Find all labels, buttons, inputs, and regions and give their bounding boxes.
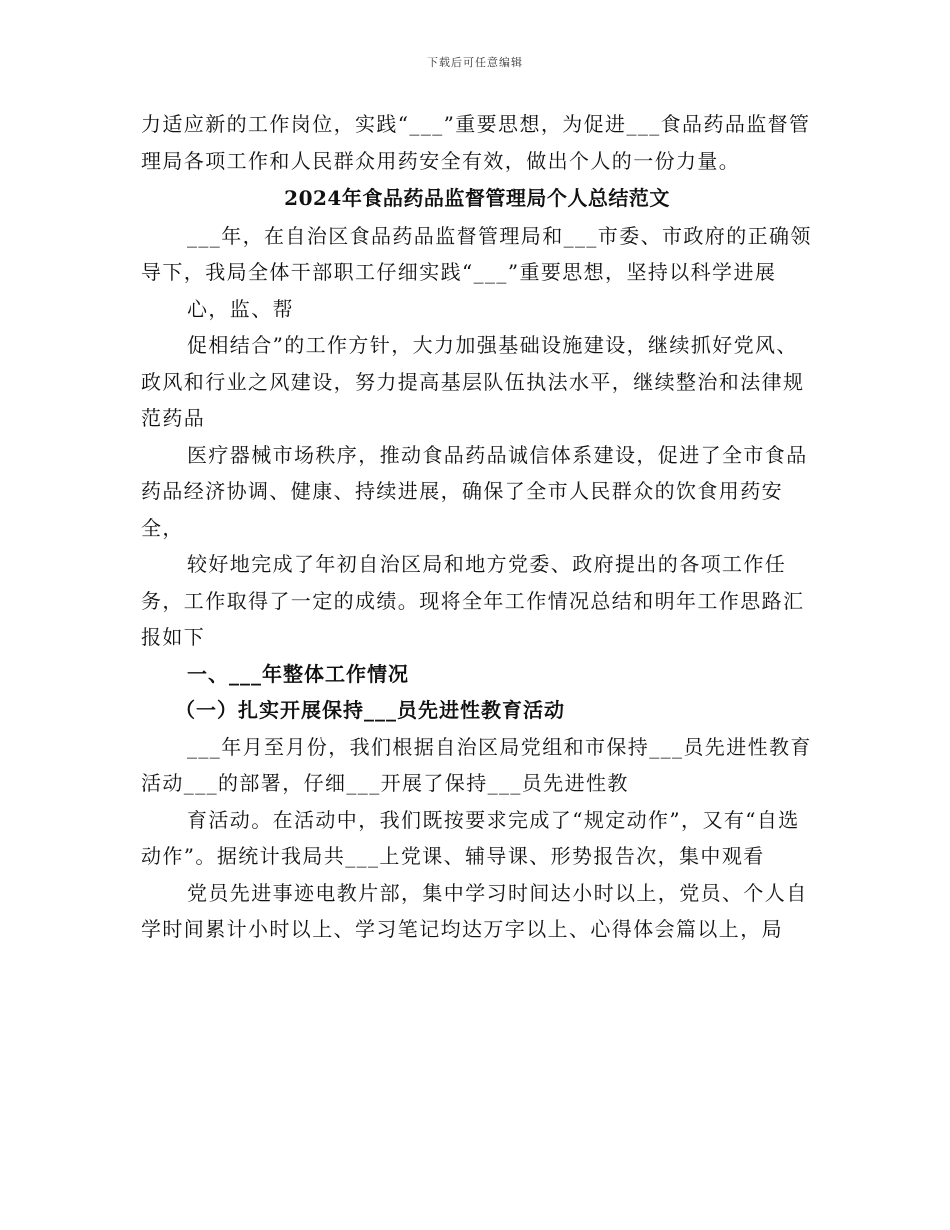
paragraph: 促相结合”的工作方针，大力加强基础设施建设，继续抓好党风、政风和行业之风建设，努力提高基层队伍执法水平，继续整治和法律规范药品 [141, 333, 805, 430]
intro-paragraph: 力适应新的工作岗位，实践“___”重要思想，为促进___食品药品监督管理局各项工作和人民群众用药安全有效，做出个人的一份力量。 [141, 112, 811, 173]
section-heading: 一、___年整体工作情况 [187, 661, 409, 686]
document-title: 2024年食品药品监督管理局个人总结范文 [284, 186, 670, 210]
paragraph: 较好地完成了年初自治区局和地方党委、政府提出的各项工作任务，工作取得了一定的成绩。现将全年工作情况总结和明年工作思路汇报如下 [141, 552, 805, 649]
paragraph: 党员先进事迹电教片部，集中学习时间达小时以上，党员、个人自学时间累计小时以上、学习笔记均达万字以上、心得体会篇以上，局 [141, 880, 808, 941]
paragraph: 医疗器械市场秩序，推动食品药品诚信体系建设，促进了全市食品药品经济协调、健康、持续进展，确保了全市人民群众的饮食用药安全， [141, 442, 808, 540]
document-body [141, 106, 813, 948]
paragraph: ___年，在自治区食品药品监督管理局和___市委、市政府的正确领导下，我局全体干部职工仔细实践“___”重要思想，坚持以科学进展 [141, 223, 812, 284]
paragraph: 育活动。在活动中，我们既按要求完成了“规定动作”，又有“自选动作”。据统计我局共___上党课、辅导课、形势报告次，集中观看 [141, 807, 800, 868]
page-header-note: 下载后可任意编辑 [427, 56, 523, 69]
subsection-heading: （一）扎实开展保持___员先进性教育活动 [175, 698, 565, 722]
paragraph: 心，监、帮 [187, 296, 294, 321]
paragraph: ___年月至月份，我们根据自治区局党组和市保持___员先进性教育活动___的部署，仔细___开展了保持___员先进性教 [141, 734, 812, 795]
